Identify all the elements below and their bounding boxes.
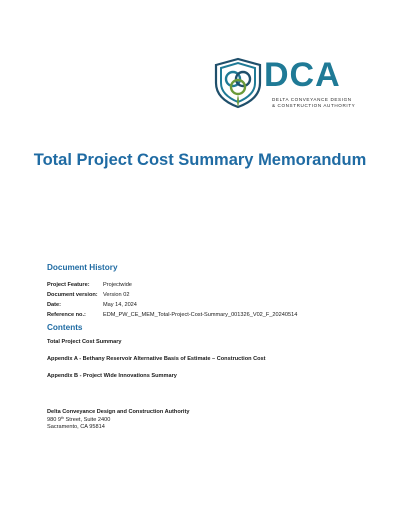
document-title: Total Project Cost Summary Memorandum [33,151,367,169]
logo-line-1: DELTA CONVEYANCE DESIGN [272,97,352,102]
dca-emblem-icon [212,57,264,109]
history-label: Date: [47,302,61,308]
address-block [47,409,189,432]
history-value: May 14, 2024 [103,302,137,308]
address-city: Sacramento, CA 95814 [47,424,105,431]
logo-line-2: & CONSTRUCTION AUTHORITY [272,103,356,108]
contents-item: Appendix A - Bethany Reservoir Alternative Basis of Estimate – Construction Cost [47,356,266,362]
address-organization: Delta Conveyance Design and Construction Authority [47,409,190,415]
history-label: Document version: [47,292,98,298]
history-value: Projectwide [103,282,132,288]
document-history-heading: Document History [47,263,118,272]
history-label: Project Feature: [47,282,90,288]
street-suffix: th [61,415,64,420]
history-label: Reference no.: [47,312,86,318]
logo-letters: DCA [264,56,341,94]
dca-logo [212,57,362,109]
address-street [47,417,189,425]
street-number: 980 9 [47,416,61,423]
street-rest: Street, Suite 2400 [64,416,111,423]
contents-item: Total Project Cost Summary [47,339,122,345]
contents-heading: Contents [47,323,83,332]
contents-item: Appendix B - Project Wide Innovations Summary [47,373,177,379]
history-value: Version 02 [103,292,130,298]
reference-number: EDM_PW_CE_MEM_Total-Project-Cost-Summary_001326_V02_F_20240514 [103,312,298,318]
